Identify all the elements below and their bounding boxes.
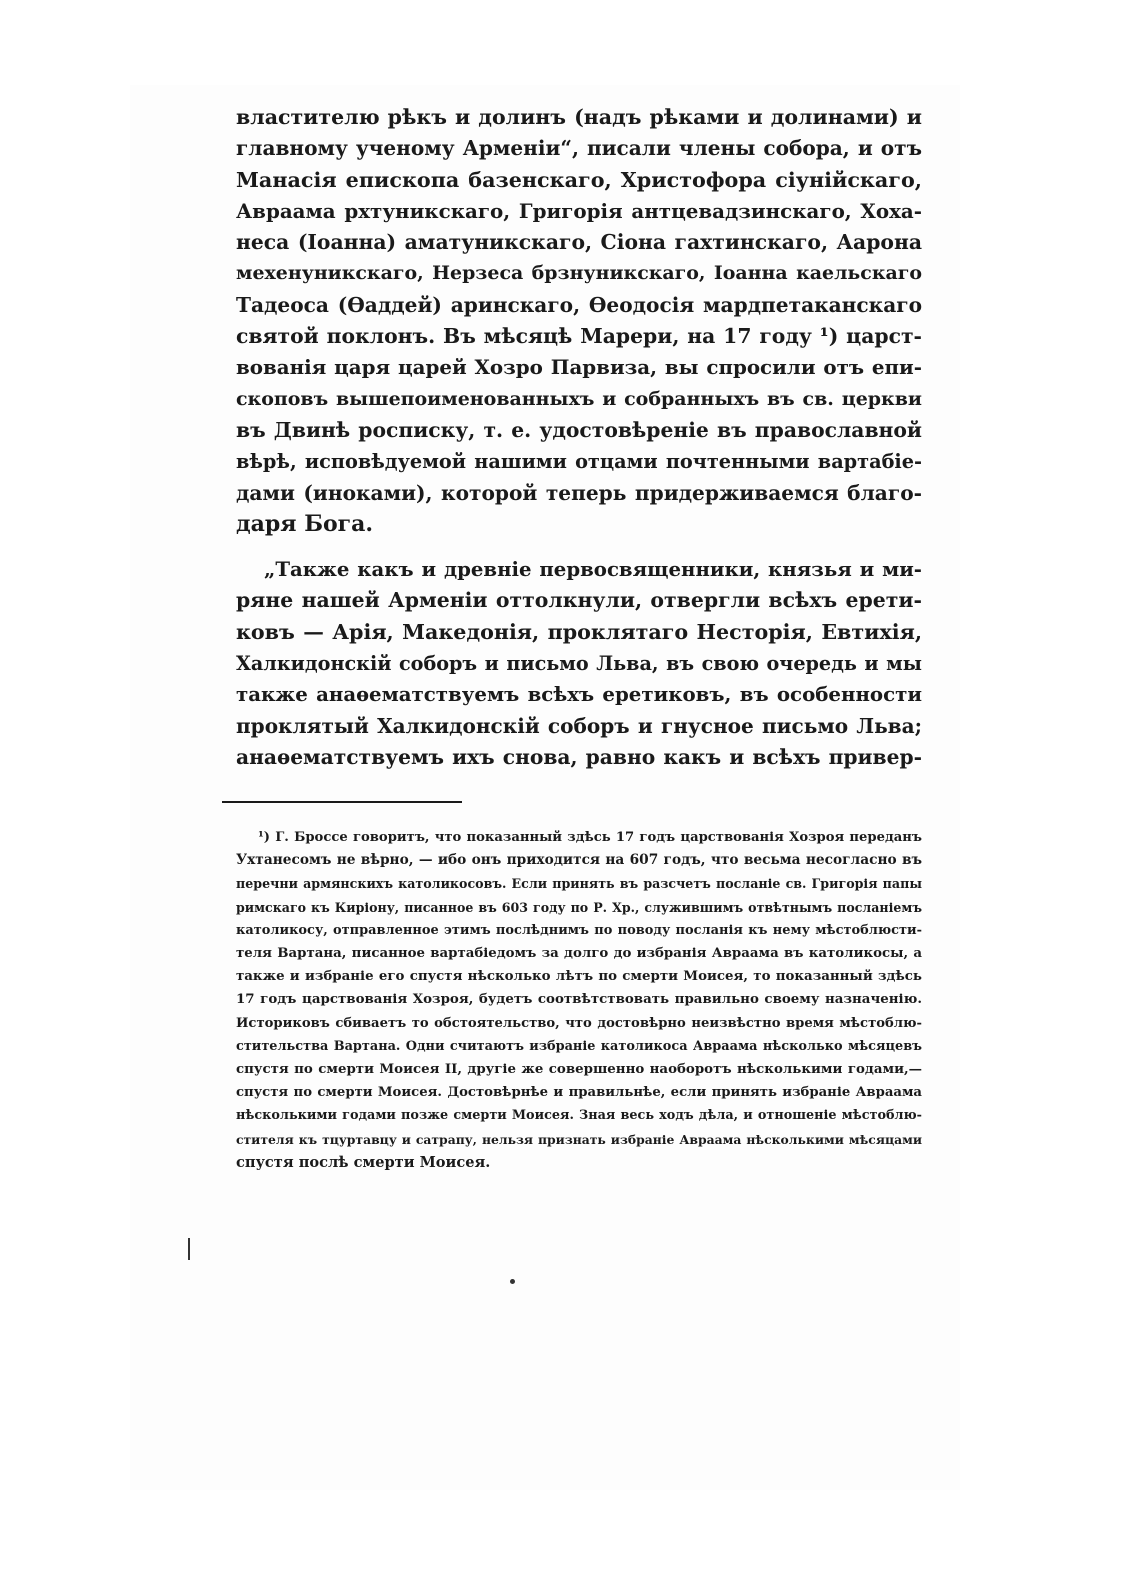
footnote-line: стительства Вартана. Одни считаютъ избраніе католикоса Авраама нѣсколько мѣсяцевъ: [236, 1038, 922, 1054]
footnote-line: спустя по смерти Моисея. Достовѣрнѣе и правильнѣе, если принять избраніе Авраама: [236, 1085, 922, 1101]
text-line: даря Бога.: [236, 510, 374, 537]
footnote-line: также и избраніе его спустя нѣсколько лѣтъ по смерти Моисея, то показанный здѣсь: [236, 968, 922, 985]
text-line: дами (иноками), которой теперь придерживаемся благо-: [236, 480, 922, 505]
footnote-line: 17 годъ царствованія Хозроя, будетъ соотвѣтствовать правильно своему назначенію.: [236, 991, 922, 1008]
text-line: въ Двинѣ роспиcку, т. е. удостовѣреніе въ православной: [236, 417, 922, 442]
text-line: главному ученому Арменіи“, писали члены собора, и отъ: [236, 136, 922, 161]
paragraph-gap: [236, 540, 922, 554]
footnote-line: перечни армянскихъ католикосовъ. Если принять въ разсчетъ посланіе св. Григорія папы: [236, 876, 922, 892]
footnote-line: теля Вартана, писанное вартабіедомъ за долго до избранія Авраама въ католикосы, а: [236, 945, 922, 962]
text-line: ковъ — Арія, Македонія, проклятаго Несторія, Евтихія,: [236, 619, 922, 644]
text-line: неса (Іоанна) аматуникскаго, Сіона гахтинскаго, Аарона: [236, 230, 922, 255]
text-line: проклятый Халкидонскій соборъ и гнусное письмо Льва;: [236, 713, 922, 738]
footnote-line: Историковъ сбиваетъ то обстоятельство, что достовѣрно неизвѣстно время мѣстоблю-: [236, 1015, 922, 1031]
footnote-line: стителя къ тцуртавцу и сатрапу, нельзя признать избраніе Авраама нѣсколькими мѣсяцами: [236, 1131, 922, 1147]
text-line: Манасія епископа базенскаго, Христофора сіунійскаго,: [236, 167, 922, 192]
text-line: мехенуникскаго, Нерзеса брзнуникскаго, Іоанна каельскаго: [236, 262, 922, 285]
footnote-line: римскаго къ Киріону, писанное въ 603 году по Р. Хр., служившимъ отвѣтнымъ посланіемъ: [236, 899, 922, 915]
scan-artifact-dot: [510, 1279, 515, 1284]
footnote-line: ¹) Г. Броссе говоритъ, что показанный здѣсь 17 годъ царствованія Хозроя переданъ: [258, 830, 922, 845]
footnote-block: [236, 826, 922, 1174]
text-line: вованія царя царей Хозро Парвиза, вы спросили отъ епи-: [236, 355, 922, 380]
text-line: анаѳематствуемъ ихъ снова, равно какъ и всѣхъ привер-: [236, 744, 922, 769]
scan-artifact-mark: [188, 1238, 190, 1260]
footnote-divider: [222, 801, 462, 803]
text-line: властителю рѣкъ и долинъ (надъ рѣками и долинами) и: [236, 105, 922, 129]
text-line: скоповъ вышепоименованныхъ и собранныхъ въ св. церкви: [236, 387, 922, 410]
main-text-body: [236, 102, 922, 773]
text-line: Халкидонскій соборъ и письмо Льва, въ свою очередь и мы: [236, 652, 922, 676]
text-line: Тадеоса (Ѳаддей) аринскаго, Ѳеодосія мардпетаканскаго: [236, 292, 922, 317]
text-line: также анаѳематствуемъ всѣхъ еретиковъ, въ особенности: [236, 682, 922, 707]
footnote-line: спустя послѣ смерти Моисея.: [236, 1153, 491, 1171]
footnote-line: католикосу, отправленное этимъ послѣднимъ по поводу посланія къ нему мѣстоблюсти-: [236, 922, 922, 938]
footnote-line: Ухтанесомъ не вѣрно, — ибо онъ приходится на 607 годъ, что весьма несогласно въ: [236, 852, 922, 869]
text-line: ряне нашей Арменіи оттолкнули, отвергли всѣхъ ерети-: [236, 588, 922, 613]
text-line: Авраама рхтуникскаго, Григорія антцевадзинскаго, Хоха-: [236, 198, 922, 223]
text-line: вѣрѣ, исповѣдуемой нашими отцами почтенными вартабіе-: [236, 450, 922, 474]
footnote-line: спустя по смерти Моисея II, другіе же совершенно наоборотъ нѣсколькими годами,—: [236, 1061, 922, 1078]
text-line: святой поклонъ. Въ мѣсяцѣ Марери, на 17 году ¹) царст-: [236, 324, 922, 349]
footnote-line: нѣсколькими годами позже смерти Моисея. Зная весь ходъ дѣла, и отношеніе мѣстоблю-: [236, 1108, 922, 1124]
text-line: „Также какъ и древніе первосвященники, князья и ми-: [264, 557, 922, 582]
